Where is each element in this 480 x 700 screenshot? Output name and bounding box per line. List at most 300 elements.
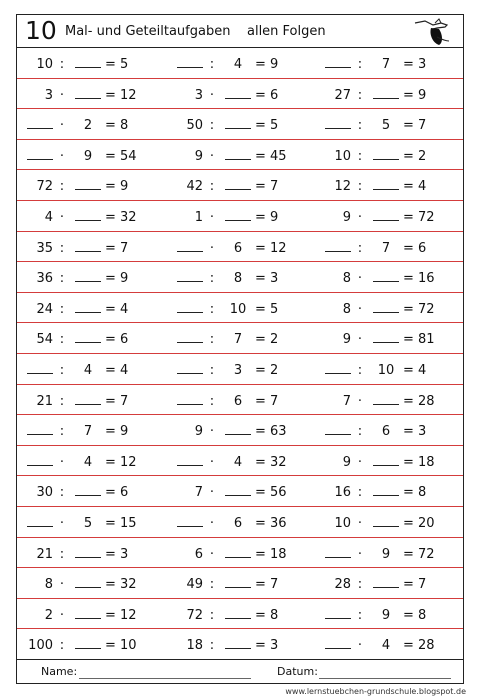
operator: :: [357, 607, 363, 623]
operand: 100: [28, 638, 53, 654]
blank-line[interactable]: [177, 330, 203, 343]
math-problem: [27, 208, 167, 224]
answer-blank[interactable]: [27, 361, 53, 378]
blank-line[interactable]: [225, 483, 251, 496]
blank-line[interactable]: [225, 86, 251, 99]
operator: ·: [357, 332, 363, 348]
answer-blank[interactable]: [369, 575, 403, 592]
answer-blank[interactable]: [325, 606, 351, 623]
result: = 36: [255, 515, 287, 531]
answer-blank[interactable]: [325, 239, 351, 256]
answer-blank[interactable]: [221, 545, 255, 562]
math-problem: [325, 453, 465, 469]
result: = 7: [403, 577, 427, 593]
result: = 3: [403, 57, 427, 72]
answer-blank[interactable]: [27, 116, 53, 133]
math-problem: [27, 514, 167, 530]
operand: 10: [377, 362, 395, 378]
result: = 9: [403, 87, 427, 103]
math-problem: [177, 269, 317, 285]
date-field-line[interactable]: [319, 678, 451, 679]
operator: ·: [357, 393, 363, 409]
blank-line[interactable]: [325, 606, 351, 619]
operator: :: [209, 393, 215, 409]
operator: ·: [209, 546, 215, 562]
answer-blank[interactable]: [177, 55, 203, 72]
answer-blank[interactable]: [71, 483, 105, 500]
blank-line[interactable]: [225, 177, 251, 190]
operator: ·: [59, 87, 65, 103]
blank-line[interactable]: [27, 514, 53, 527]
problem-row: [17, 354, 463, 385]
math-problem: [177, 483, 317, 499]
answer-blank[interactable]: [71, 606, 105, 623]
math-problem: [177, 453, 317, 469]
operand: 4: [381, 638, 391, 654]
blank-line[interactable]: [75, 239, 101, 252]
operator: :: [357, 179, 363, 195]
worksheet: [16, 14, 464, 684]
answer-blank[interactable]: [177, 300, 203, 317]
blank-line[interactable]: [75, 483, 101, 496]
operand: 72: [186, 607, 203, 623]
answer-blank[interactable]: [221, 116, 255, 133]
result: = 7: [105, 240, 129, 256]
answer-blank[interactable]: [177, 453, 203, 470]
problem-row: [17, 507, 463, 538]
answer-blank[interactable]: [177, 330, 203, 347]
result: = 3: [255, 638, 279, 654]
operand: 7: [381, 240, 391, 256]
answer-blank[interactable]: [221, 606, 255, 623]
operand: 9: [381, 607, 391, 623]
math-problem: [27, 545, 167, 561]
answer-blank[interactable]: [369, 483, 403, 500]
operator: ·: [209, 515, 215, 531]
result: = 4: [105, 362, 129, 378]
operator: :: [357, 148, 363, 164]
blank-line[interactable]: [225, 422, 251, 435]
blank-line[interactable]: [75, 300, 101, 313]
operand: 6: [194, 546, 203, 562]
answer-blank[interactable]: [27, 514, 53, 531]
operand: 9: [342, 209, 351, 225]
problem-row: [17, 629, 463, 660]
answer-blank[interactable]: [221, 422, 255, 439]
date-label: Datum:: [277, 665, 318, 678]
result: = 9: [105, 424, 129, 440]
math-problem: [325, 545, 465, 561]
answer-blank[interactable]: [71, 239, 105, 256]
operand: 12: [334, 179, 351, 195]
result: = 72: [403, 209, 435, 225]
blank-line[interactable]: [373, 300, 399, 313]
math-problem: [177, 239, 317, 255]
math-problem: [325, 636, 465, 652]
math-problem: [27, 575, 167, 591]
operand: 9: [342, 454, 351, 470]
math-problem: [27, 116, 167, 132]
operand: 7: [342, 393, 351, 409]
blank-line[interactable]: [177, 300, 203, 313]
result: = 18: [255, 546, 287, 562]
math-problem: [27, 86, 167, 102]
operator: :: [357, 57, 363, 72]
answer-blank[interactable]: [369, 453, 403, 470]
blank-line[interactable]: [373, 483, 399, 496]
blank-line[interactable]: [325, 422, 351, 435]
answer-blank[interactable]: [369, 330, 403, 347]
operand: 9: [194, 424, 203, 440]
answer-blank[interactable]: [369, 514, 403, 531]
operator: ·: [357, 271, 363, 287]
blank-line[interactable]: [373, 208, 399, 221]
answer-blank[interactable]: [369, 177, 403, 194]
worksheet-header: [17, 15, 463, 48]
operand: 21: [36, 393, 53, 409]
answer-blank[interactable]: [177, 514, 203, 531]
blank-line[interactable]: [225, 636, 251, 649]
operand: 7: [194, 485, 203, 501]
answer-blank[interactable]: [325, 116, 351, 133]
result: = 2: [255, 362, 279, 378]
operand: 27: [334, 87, 351, 103]
math-problem: [325, 575, 465, 591]
blank-line[interactable]: [325, 55, 351, 68]
operator: ·: [357, 515, 363, 531]
answer-blank[interactable]: [221, 86, 255, 103]
answer-blank[interactable]: [221, 177, 255, 194]
result: = 10: [105, 638, 137, 654]
answer-blank[interactable]: [325, 545, 351, 562]
operator: ·: [59, 515, 65, 531]
answer-blank[interactable]: [71, 208, 105, 225]
result: = 28: [403, 393, 435, 409]
result: = 6: [403, 240, 427, 256]
operator: :: [59, 638, 65, 654]
blank-line[interactable]: [325, 116, 351, 129]
blank-line[interactable]: [373, 453, 399, 466]
problem-row: [17, 140, 463, 171]
result: = 2: [255, 332, 279, 348]
problem-row: [17, 79, 463, 110]
operand: 28: [334, 577, 351, 593]
result: = 3: [403, 424, 427, 440]
result: = 12: [105, 607, 137, 623]
blank-line[interactable]: [373, 269, 399, 282]
blank-line[interactable]: [177, 361, 203, 374]
problem-row: [17, 599, 463, 630]
operand: 24: [36, 301, 53, 317]
answer-blank[interactable]: [71, 300, 105, 317]
operand: 6: [233, 240, 243, 256]
blank-line[interactable]: [75, 636, 101, 649]
operator: :: [59, 240, 65, 256]
operand: 2: [83, 118, 93, 134]
blank-line[interactable]: [75, 269, 101, 282]
math-problem: [325, 239, 465, 255]
math-problem: [27, 422, 167, 438]
problem-row: [17, 385, 463, 416]
operand: 3: [44, 87, 53, 103]
answer-blank[interactable]: [177, 361, 203, 378]
operand: 10: [229, 301, 247, 317]
operand: 9: [381, 546, 391, 562]
blank-line[interactable]: [225, 575, 251, 588]
blank-line[interactable]: [373, 177, 399, 190]
answer-blank[interactable]: [325, 361, 351, 378]
blank-line[interactable]: [225, 116, 251, 129]
operand: 4: [83, 454, 93, 470]
problem-row: [17, 293, 463, 324]
blank-line[interactable]: [75, 86, 101, 99]
math-problem: [325, 269, 465, 285]
blank-line[interactable]: [225, 545, 251, 558]
operand: 8: [342, 301, 351, 317]
math-problem: [325, 606, 465, 622]
answer-blank[interactable]: [71, 55, 105, 72]
blank-line[interactable]: [325, 361, 351, 374]
result: = 8: [105, 118, 129, 134]
result: = 9: [105, 179, 129, 195]
result: = 15: [105, 515, 137, 531]
answer-blank[interactable]: [27, 422, 53, 439]
answer-blank[interactable]: [71, 269, 105, 286]
answer-blank[interactable]: [221, 483, 255, 500]
math-problem: [177, 300, 317, 316]
bird-icon: [411, 17, 453, 47]
blank-line[interactable]: [75, 330, 101, 343]
operator: :: [59, 301, 65, 317]
operator: :: [357, 362, 363, 378]
answer-blank[interactable]: [221, 147, 255, 164]
answer-blank[interactable]: [177, 392, 203, 409]
operand: 10: [334, 148, 351, 164]
result: = 9: [255, 57, 279, 72]
math-problem: [325, 361, 465, 377]
operand: 5: [381, 118, 391, 134]
operand: 3: [233, 362, 243, 378]
answer-blank[interactable]: [369, 208, 403, 225]
operand: 6: [233, 515, 243, 531]
problem-row: [17, 232, 463, 263]
operator: :: [209, 362, 215, 378]
answer-blank[interactable]: [71, 86, 105, 103]
blank-line[interactable]: [27, 422, 53, 435]
operand: 4: [233, 57, 243, 72]
answer-blank[interactable]: [369, 147, 403, 164]
blank-line[interactable]: [373, 147, 399, 160]
operand: 6: [381, 424, 391, 440]
answer-blank[interactable]: [325, 422, 351, 439]
math-problem: [27, 606, 167, 622]
result: = 18: [403, 454, 435, 470]
math-problem: [325, 300, 465, 316]
blank-line[interactable]: [225, 208, 251, 221]
blank-line[interactable]: [373, 575, 399, 588]
blank-line[interactable]: [75, 392, 101, 405]
math-problem: [27, 269, 167, 285]
math-problem: [27, 147, 167, 163]
answer-blank[interactable]: [325, 55, 351, 72]
answer-blank[interactable]: [71, 392, 105, 409]
answer-blank[interactable]: [27, 453, 53, 470]
answer-blank[interactable]: [221, 575, 255, 592]
operator: :: [59, 546, 65, 562]
math-problem: [325, 55, 465, 71]
answer-blank[interactable]: [369, 86, 403, 103]
math-problem: [27, 55, 167, 71]
blank-line[interactable]: [177, 55, 203, 68]
operator: ·: [59, 209, 65, 225]
blank-line[interactable]: [373, 392, 399, 405]
problem-row: [17, 568, 463, 599]
blank-line[interactable]: [75, 606, 101, 619]
problem-row: [17, 262, 463, 293]
operand: 9: [83, 148, 93, 164]
answer-blank[interactable]: [71, 545, 105, 562]
result: = 6: [105, 485, 129, 501]
math-problem: [177, 392, 317, 408]
answer-blank[interactable]: [71, 636, 105, 653]
blank-line[interactable]: [27, 116, 53, 129]
operator: :: [59, 393, 65, 409]
blank-line[interactable]: [75, 177, 101, 190]
problem-row: [17, 201, 463, 232]
math-problem: [177, 636, 317, 652]
result: = 3: [255, 271, 279, 287]
blank-line[interactable]: [75, 545, 101, 558]
operator: :: [357, 118, 363, 134]
result: = 28: [403, 638, 435, 654]
operator: ·: [209, 485, 215, 501]
operator: :: [59, 424, 65, 440]
math-problem: [177, 606, 317, 622]
blank-line[interactable]: [325, 545, 351, 558]
operand: 36: [36, 271, 53, 287]
math-problem: [177, 86, 317, 102]
answer-blank[interactable]: [325, 636, 351, 653]
blank-line[interactable]: [177, 239, 203, 252]
result: = 7: [255, 577, 279, 593]
operand: 7: [381, 57, 391, 72]
result: = 4: [403, 362, 427, 378]
operand: 3: [194, 87, 203, 103]
blank-line[interactable]: [325, 239, 351, 252]
operator: ·: [59, 454, 65, 470]
answer-blank[interactable]: [369, 269, 403, 286]
operator: :: [357, 424, 363, 440]
blank-line[interactable]: [75, 55, 101, 68]
answer-blank[interactable]: [71, 330, 105, 347]
blank-line[interactable]: [177, 453, 203, 466]
worksheet-title: Mal- und Geteiltaufgaben allen Folgen: [65, 24, 326, 39]
blank-line[interactable]: [75, 575, 101, 588]
math-problem: [177, 147, 317, 163]
result: = 12: [105, 454, 137, 470]
math-problem: [177, 575, 317, 591]
blank-line[interactable]: [27, 361, 53, 374]
blank-line[interactable]: [27, 147, 53, 160]
result: = 16: [403, 271, 435, 287]
blank-line[interactable]: [177, 514, 203, 527]
blank-line[interactable]: [373, 330, 399, 343]
answer-blank[interactable]: [221, 636, 255, 653]
operator: :: [209, 179, 215, 195]
problem-row: [17, 446, 463, 477]
answer-blank[interactable]: [27, 147, 53, 164]
answer-blank[interactable]: [71, 575, 105, 592]
result: = 2: [403, 148, 427, 164]
name-field-line[interactable]: [79, 678, 251, 679]
operator: ·: [209, 148, 215, 164]
blank-line[interactable]: [373, 514, 399, 527]
math-problem: [27, 361, 167, 377]
operator: :: [59, 332, 65, 348]
operand: 2: [44, 607, 53, 623]
result: = 4: [403, 179, 427, 195]
operator: :: [209, 332, 215, 348]
math-problem: [177, 55, 317, 71]
problem-row: [17, 48, 463, 79]
operand: 9: [342, 332, 351, 348]
math-problem: [325, 483, 465, 499]
operator: :: [59, 485, 65, 501]
result: = 8: [403, 607, 427, 623]
answer-blank[interactable]: [71, 177, 105, 194]
operator: :: [59, 179, 65, 195]
blank-line[interactable]: [27, 453, 53, 466]
operand: 49: [186, 577, 203, 593]
answer-blank[interactable]: [177, 269, 203, 286]
answer-blank[interactable]: [221, 208, 255, 225]
blank-line[interactable]: [177, 392, 203, 405]
problem-rows: [17, 48, 463, 660]
blank-line[interactable]: [177, 269, 203, 282]
operator: ·: [59, 577, 65, 593]
math-problem: [177, 514, 317, 530]
blank-line[interactable]: [373, 86, 399, 99]
operand: 5: [83, 515, 93, 531]
result: = 6: [105, 332, 129, 348]
blank-line[interactable]: [75, 208, 101, 221]
operand: 10: [36, 57, 53, 72]
math-problem: [325, 422, 465, 438]
operator: :: [357, 87, 363, 103]
answer-blank[interactable]: [369, 392, 403, 409]
result: = 8: [255, 607, 279, 623]
math-problem: [177, 361, 317, 377]
blank-line[interactable]: [225, 147, 251, 160]
math-problem: [325, 208, 465, 224]
operator: :: [59, 57, 65, 72]
operand: 72: [36, 179, 53, 195]
math-problem: [177, 177, 317, 193]
operand: 54: [36, 332, 53, 348]
operator: :: [357, 485, 363, 501]
credit-url: www.lernstuebchen-grundschule.blogspot.de: [285, 687, 466, 696]
operator: :: [209, 271, 215, 287]
answer-blank[interactable]: [177, 239, 203, 256]
answer-blank[interactable]: [369, 300, 403, 317]
blank-line[interactable]: [225, 606, 251, 619]
result: = 20: [403, 515, 435, 531]
blank-line[interactable]: [325, 636, 351, 649]
operand: 4: [83, 362, 93, 378]
math-problem: [325, 147, 465, 163]
result: = 3: [105, 546, 129, 562]
operand: 42: [186, 179, 203, 195]
